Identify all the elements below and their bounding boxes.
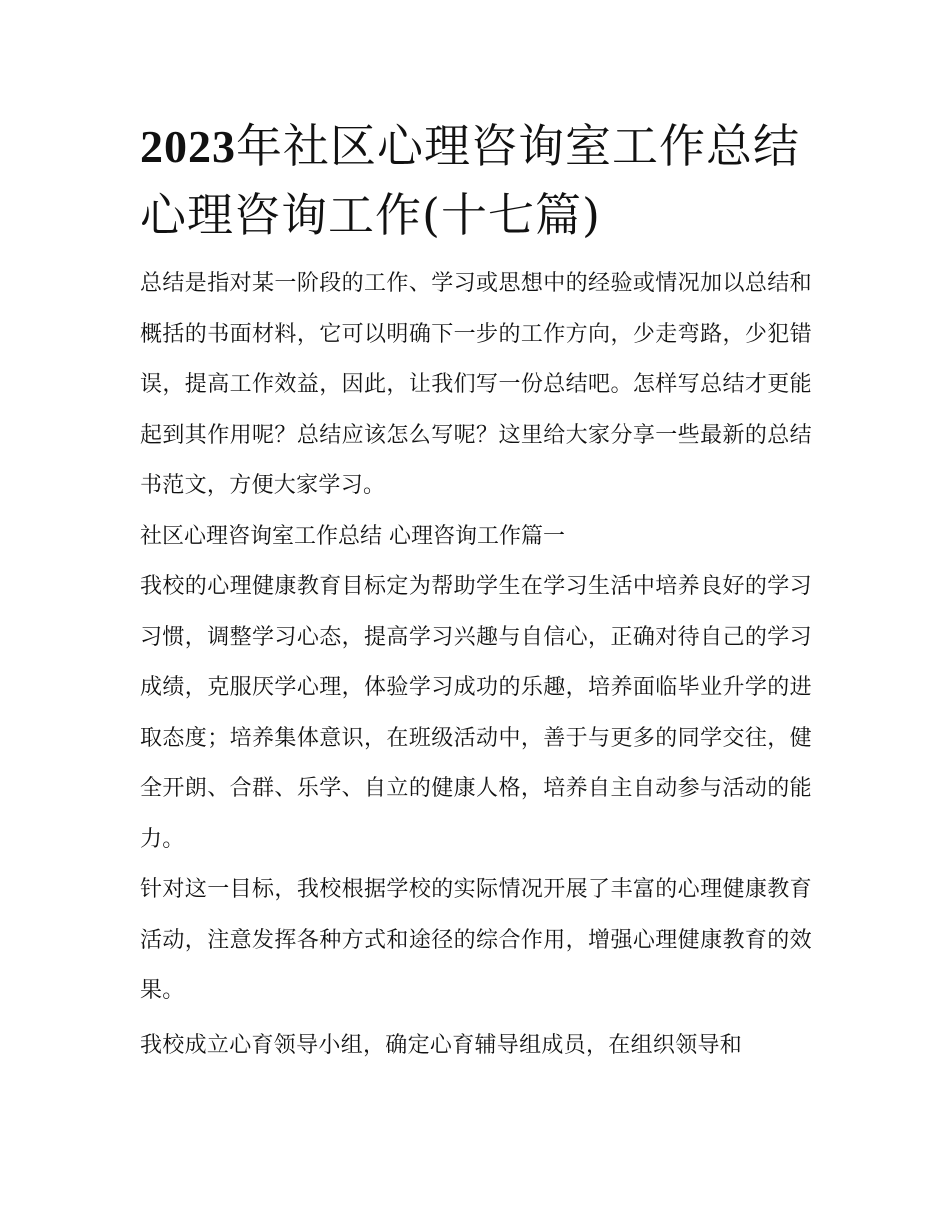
document-title (140, 112, 812, 249)
body-paragraph: 我校的心理健康教育目标定为帮助学生在学习生活中培养良好的学习习惯，调整学习心态，提高学习兴趣与自信心，正确对待自己的学习成绩，克服厌学心理，体验学习成功的乐趣，培养面临毕业升学的进取态度；培养集体意识，在班级活动中，善于与更多的同学交往，健全开朗、合群、乐学、自立的健康人格，培养自主自动参与活动的能力。 (140, 574, 812, 852)
title-text: 年社区心理咨询室工作总结 心理咨询工作(十七篇) (140, 119, 800, 242)
section-heading: 社区心理咨询室工作总结 心理咨询工作篇一 (140, 523, 565, 549)
intro-paragraph: 总结是指对某一阶段的工作、学习或思想中的经验或情况加以总结和概括的书面材料，它可以明确下一步的工作方向，少走弯路，少犯错误，提高工作效益，因此，让我们写一份总结吧。怎样写总结才更能起到其作用呢？总结应该怎么写呢？这里给大家分享一些最新的总结书范文，方便大家学习。 (140, 271, 812, 498)
document-page (140, 112, 812, 1071)
body-paragraph: 针对这一目标，我校根据学校的实际情况开展了丰富的心理健康教育活动，注意发挥各种方式和途径的综合作用，增强心理健康教育的效果。 (140, 877, 812, 1003)
title-year: 2023 (140, 121, 236, 172)
body-paragraph: 我校成立心育领导小组，确定心育辅导组成员，在组织领导和 (140, 1032, 743, 1058)
